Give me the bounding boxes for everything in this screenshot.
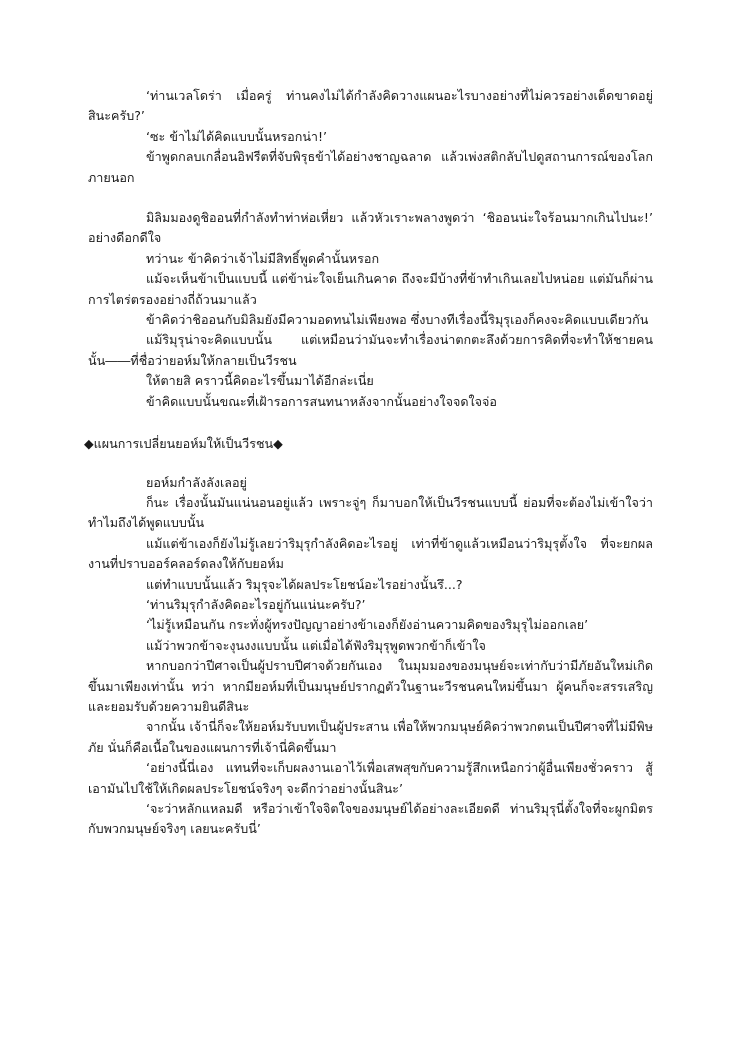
paragraph: ให้ตายสิ คราวนี้คิดอะไรขึ้นมาได้อีกล่ะเนี่ย xyxy=(146,373,374,389)
paragraph: ข้าคิดแบบนั้นขณะที่เฝ้ารอการสนทนาหลังจากนั้นอย่างใจจดใจจ่อ xyxy=(146,393,497,409)
paragraph: แต่ทำแบบนั้นแล้ว ริมุรุจะได้ผลประโยชน์อะไรอย่างนั้นรึ...? xyxy=(146,576,463,592)
paragraph: ข้าพูดกลบเกลื่อนอิฟรีตที่จับพิรุธข้าได้อย่างชาญฉลาด แล้วเพ่งสติกลับไปดูสถานการณ์ของโลกภายนอก xyxy=(88,149,653,185)
paragraph: แม้แต่ข้าเองก็ยังไม่รู้เลยว่าริมุรุกำลังคิดอะไรอยู่ เท่าที่ข้าดูแล้วเหมือนว่าริมุรุตั้งใจ ที่จะยกผลงานที่ปราบออร์คลอร์ดลงให้กับยอห์ม xyxy=(88,535,653,572)
paragraph: มิลิมมองดูชิออนที่กำลังทำท่าห่อเหี่ยว แล้วหัวเราะพลางพูดว่า ‘ชิออนน่ะใจร้อนมากเกินไปนะ!’ อย่างดีอกดีใจ xyxy=(88,210,653,246)
paragraph: แม้ว่าพวกข้าจะงุนงงแบบนั้น แต่เมื่อได้ฟังริมุรุพูดพวกข้าก็เข้าใจ xyxy=(146,637,486,653)
section-heading: ◆แผนการเปลี่ยนยอห์มให้เป็นวีรชน◆ xyxy=(84,436,283,452)
paragraph: ‘ท่านเวลโดร่า เมื่อครู่ ท่านคงไม่ได้กำลังคิดวางแผนอะไรบางอย่างที่ไม่ควรอย่างเด็ดขาดอยู่สินะครับ?’ xyxy=(88,88,653,124)
paragraph: จากนั้น เจ้านี่ก็จะให้ยอห์มรับบทเป็นผู้ประสาน เพื่อให้พวกมนุษย์คิดว่าพวกตนเป็นปีศาจที่ไม่มีพิษภัย นั่นก็คือเนื้อในของแผนการที่เจ้านี่คิดขึ้นมา xyxy=(88,719,653,755)
paragraph: ทว่านะ ข้าคิดว่าเจ้าไม่มีสิทธิ์พูดคำนั้นหรอก xyxy=(146,250,380,266)
paragraph: ‘ท่านริมุรุกำลังคิดอะไรอยู่กันแน่นะครับ?’ xyxy=(146,596,366,612)
paragraph: หากบอกว่าปีศาจเป็นผู้ปราบปีศาจด้วยกันเอง ในมุมมองของมนุษย์จะเท่ากับว่ามีภัยอันใหม่เกิดขึ้นมาเพียงเท่านั้น ทว่า หากมียอห์มที่เป็นมนุษย์ปรากฏตัวในฐานะวีรชนคนใหม่ขึ้นมา ผู้คนก็จะสรรเสริญและยอมรับด้วยความยินดีสินะ xyxy=(88,658,653,714)
paragraph: ก็นะ เรื่องนั้นมันแน่นอนอยู่แล้ว เพราะจู่ๆ ก็มาบอกให้เป็นวีรชนแบบนี้ ย่อมที่จะต้องไม่เข้าใจว่าทำไมถึงได้พูดแบบนั้น xyxy=(88,494,653,531)
paragraph: ‘ไม่รู้เหมือนกัน กระทั่งผู้ทรงปัญญาอย่างข้าเองก็ยังอ่านความคิดของริมุรุไม่ออกเลย’ xyxy=(146,617,589,633)
paragraph: ‘จะว่าหลักแหลมดี หรือว่าเข้าใจจิตใจของมนุษย์ได้อย่างละเอียดดี ท่านริมุรุนี่ตั้งใจที่จะผูกมิตรกับพวกมนุษย์จริงๆ เลยนะครับนี่’ xyxy=(88,801,653,837)
blank-line xyxy=(88,188,653,208)
blank-line xyxy=(88,455,653,473)
document-body xyxy=(84,86,653,840)
blank-line xyxy=(88,412,653,434)
paragraph: ยอห์มกำลังลังเลอยู่ xyxy=(146,474,247,490)
paragraph: ข้าคิดว่าชิออนกับมิลิมยังมีความอดทนไม่เพียงพอ ซึ่งบางทีเรื่องนี้ริมุรุเองก็คงจะคิดแบบเดียวกัน xyxy=(146,312,649,328)
paragraph: แม้จะเห็นข้าเป็นแบบนี้ แต่ข้าน่ะใจเย็นเกินคาด ถึงจะมีบ้างที่ข้าทำเกินเลยไปหน่อย แต่มันก็ผ่านการไตร่ตรองอย่างถี่ถ้วนมาแล้ว xyxy=(88,271,653,307)
paragraph: ‘อย่างนี้นี่เอง แทนที่จะเก็บผลงานเอาไว้เพื่อเสพสุขกับความรู้สึกเหนือกว่าผู้อื่นเพียงชั่วคราว สู้เอามันไปใช้ให้เกิดผลประโยชน์จริงๆ จะดีกว่าอย่างนั้นสินะ’ xyxy=(88,760,653,796)
paragraph: แม้ริมุรุน่าจะคิดแบบนั้น แต่เหมือนว่ามันจะทำเรื่องน่าตกตะลึงด้วยการคิดที่จะทำให้ชายคนนั้น――ที่ชื่อว่ายอห์มให้กลายเป็นวีรชน xyxy=(88,332,653,368)
paragraph: ‘ซะ ข้าไม่ได้คิดแบบนั้นหรอกน่า!’ xyxy=(146,128,328,144)
